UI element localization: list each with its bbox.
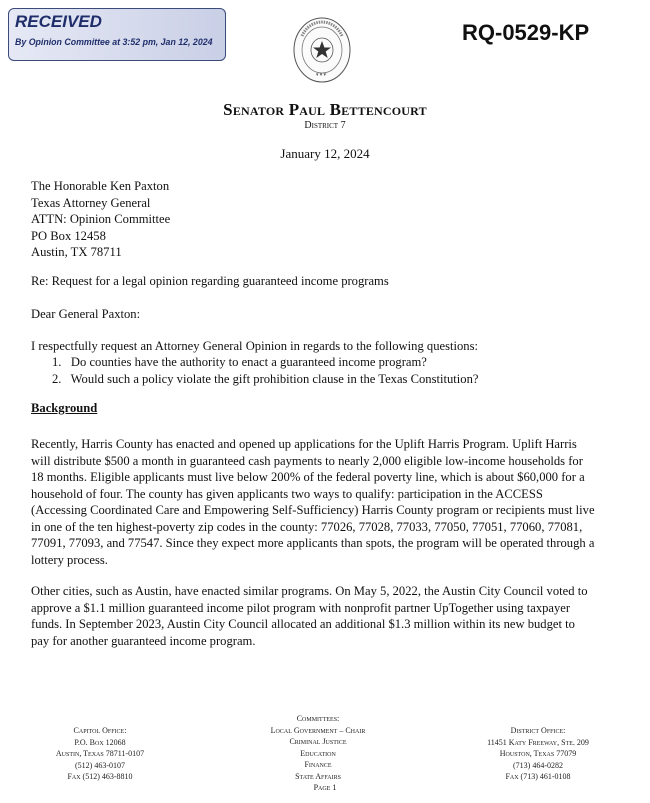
stamp-title: RECEIVED <box>15 12 102 31</box>
district-office <box>428 725 648 783</box>
question-text: Do counties have the authority to enact a guaranteed income program? <box>70 355 427 369</box>
footer-line: Capitol Office: <box>73 726 127 735</box>
footer-line: District Office: <box>510 726 566 735</box>
request-id: RQ-0529-KP <box>462 20 590 45</box>
svg-text:▾ ▾ ▾: ▾ ▾ ▾ <box>316 73 327 78</box>
received-stamp <box>8 8 226 61</box>
footer-line: State Affairs <box>295 771 341 781</box>
senator-name: Senator Paul Bettencourt <box>223 100 427 119</box>
address-line: The Honorable Ken Paxton <box>31 179 170 193</box>
paragraph-line: household of four. The county has given applicants two ways to qualify: participation in the ACCESS <box>31 486 543 501</box>
question-number: 2. <box>52 372 62 386</box>
subject-line: Re: Request for a legal opinion regarding guaranteed income programs <box>31 274 389 288</box>
footer-line: (713) 464-0282 <box>513 760 563 770</box>
footer-line: Houston, Texas 77079 <box>499 749 577 758</box>
footer-line: Criminal Justice <box>289 737 347 746</box>
page-number: Page 1 <box>313 783 337 792</box>
paragraph-line: 18 months. Eligible applicants must live below 200% of the federal poverty line, which is about $60,000 for a <box>31 470 585 484</box>
paragraph-line: (Accessing Coordinated Care and Empowering Self-Sufficiency) Harris County program or recipients must live <box>31 503 595 517</box>
senate-seal-icon <box>292 16 352 84</box>
paragraph-line: will distribute $500 a month in guaranteed cash payments to nearly 2,000 eligible low-income households for <box>31 453 583 468</box>
stamp-subtitle: By Opinion Committee at 3:52 pm, Jan 12, 2024 <box>15 37 213 47</box>
footer-line: Finance <box>304 760 332 769</box>
paragraph-line: approve a $1.1 million guaranteed income pilot program with nonprofit partner UpTogether using taxpayer <box>31 600 571 615</box>
address-line: Austin, TX 78711 <box>31 245 122 259</box>
paragraph-line: Recently, Harris County has enacted and opened up applications for the Uplift Harris Program. Uplift Harris <box>31 437 577 451</box>
address-line: ATTN: Opinion Committee <box>31 212 171 226</box>
footer-line: Education <box>300 748 336 758</box>
question-number: 1. <box>52 355 62 369</box>
footer-line: P.O. Box 12068 <box>74 737 126 747</box>
paragraph-line: pay for another guaranteed income program. <box>31 633 256 648</box>
letter-date: January 12, 2024 <box>280 146 370 161</box>
paragraph-line: Other cities, such as Austin, have enacted similar programs. On May 5, 2022, the Austin City Council voted to <box>31 584 588 598</box>
question-item <box>52 355 427 370</box>
question-item <box>52 372 478 387</box>
footer-line: Austin, Texas 78711-0107 <box>55 749 145 758</box>
address-line: PO Box 12458 <box>31 228 106 243</box>
background-heading: Background <box>31 401 98 415</box>
footer-line: Committees: <box>296 714 340 723</box>
address-line: Texas Attorney General <box>31 195 151 210</box>
salutation: Dear General Paxton: <box>31 307 141 321</box>
footer-line: Local Government – Chair <box>270 725 366 735</box>
committees <box>208 713 428 782</box>
paragraph-line: in one of the ten highest-poverty zip codes in the county: 77026, 77028, 77033, 77050, 77051, 77060, 77081, <box>31 519 583 534</box>
district: District 7 <box>304 120 346 131</box>
paragraph-line: lottery process. <box>31 552 108 567</box>
footer-line: 11451 Katy Freeway, Ste. 209 <box>487 737 589 747</box>
capitol-office <box>0 725 210 783</box>
footer-line: Fax (512) 463-8810 <box>67 772 133 781</box>
paragraph-line: funds. In September 2023, Austin City Council allocated an additional $1.3 million within its new budget to <box>31 617 575 631</box>
footer-line: (512) 463-0107 <box>75 760 125 770</box>
question-text: Would such a policy violate the gift prohibition clause in the Texas Constitution? <box>70 372 479 386</box>
intro-text: I respectfully request an Attorney General Opinion in regards to the following questions: <box>31 339 478 353</box>
footer-line: Fax (713) 461-0108 <box>505 772 571 781</box>
paragraph-line: 77091, 77093, and 77547. Since they expect more applicants than spots, the program will be operated through a <box>31 536 595 550</box>
